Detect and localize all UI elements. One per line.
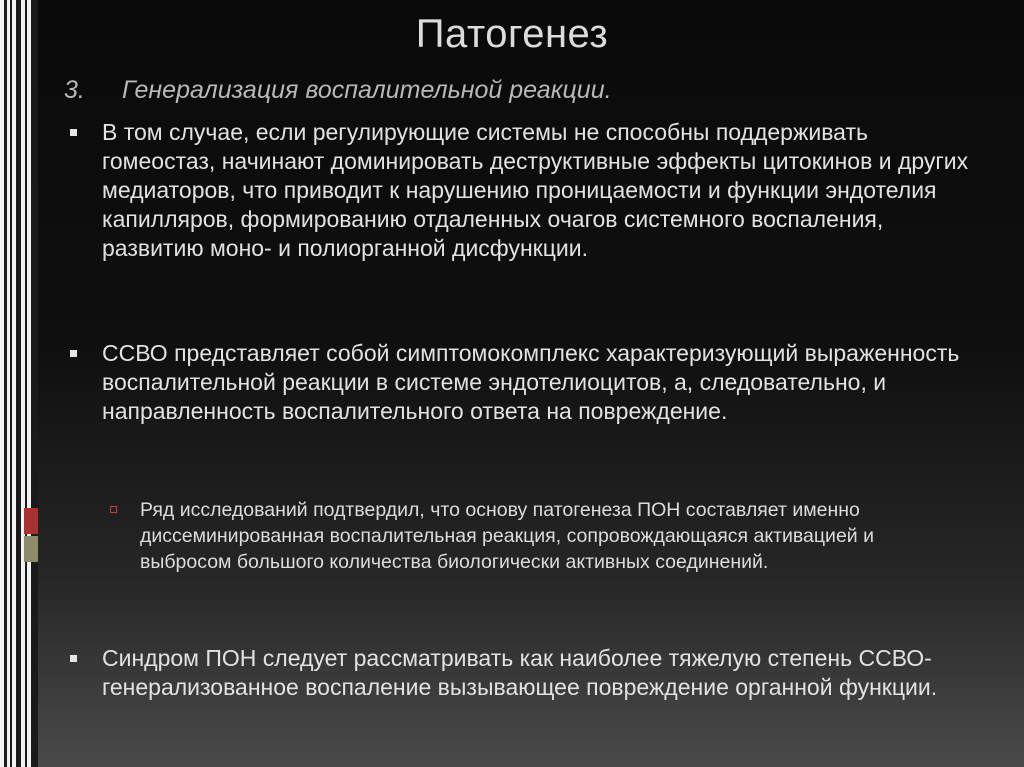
slide-subtitle — [64, 76, 612, 105]
bullet-square-icon — [70, 350, 77, 357]
red-accent-block — [24, 508, 38, 534]
bullet-square-icon — [70, 129, 77, 136]
bullet-item — [102, 644, 982, 702]
bullet-text: Синдром ПОН следует рассматривать как наиболее тяжелую степень ССВО-генерализованное воспаление вызывающее повреждение органной функции. — [102, 645, 938, 700]
strip-line — [25, 0, 27, 767]
sub-bullet-item — [140, 497, 970, 575]
bullet-text: ССВО представляет собой симптомокомплекс характеризующий выраженность воспалительной реакции в системе эндотелиоцитов, а, следовательно, и направленность воспалительного ответа на повреждение. — [102, 340, 960, 424]
slide-title: Патогенез — [415, 12, 609, 56]
subtitle-number: 3. — [64, 76, 85, 104]
strip-line — [16, 0, 21, 767]
left-decor-strip — [0, 0, 38, 767]
bullet-item — [102, 339, 982, 426]
subtitle-text: Генерализация воспалительной реакции. — [122, 76, 612, 104]
strip-line — [10, 0, 12, 767]
bullet-square-icon — [70, 655, 77, 662]
strip-line — [31, 0, 38, 767]
strip-line — [4, 0, 7, 767]
sub-bullet-text: Ряд исследований подтвердил, что основу патогенеза ПОН составляет именно диссеминированная воспалительная реакция, сопровождающаяся активацией и выбросом большого количества биологически активных соединений. — [140, 499, 874, 573]
bullet-item — [102, 118, 982, 263]
olive-accent-block — [24, 536, 38, 562]
bullet-text: В том случае, если регулирующие системы не способны поддерживать гомеостаз, начинают доминировать деструктивные эффекты цитокинов и других медиаторов, что приводит к нарушению проницаемости и функции эндотелия капилляров, формированию отдаленных очагов системного воспаления, развитию моно- и полиорганной дисфункции. — [102, 119, 969, 261]
hollow-square-bullet-icon — [110, 506, 117, 513]
